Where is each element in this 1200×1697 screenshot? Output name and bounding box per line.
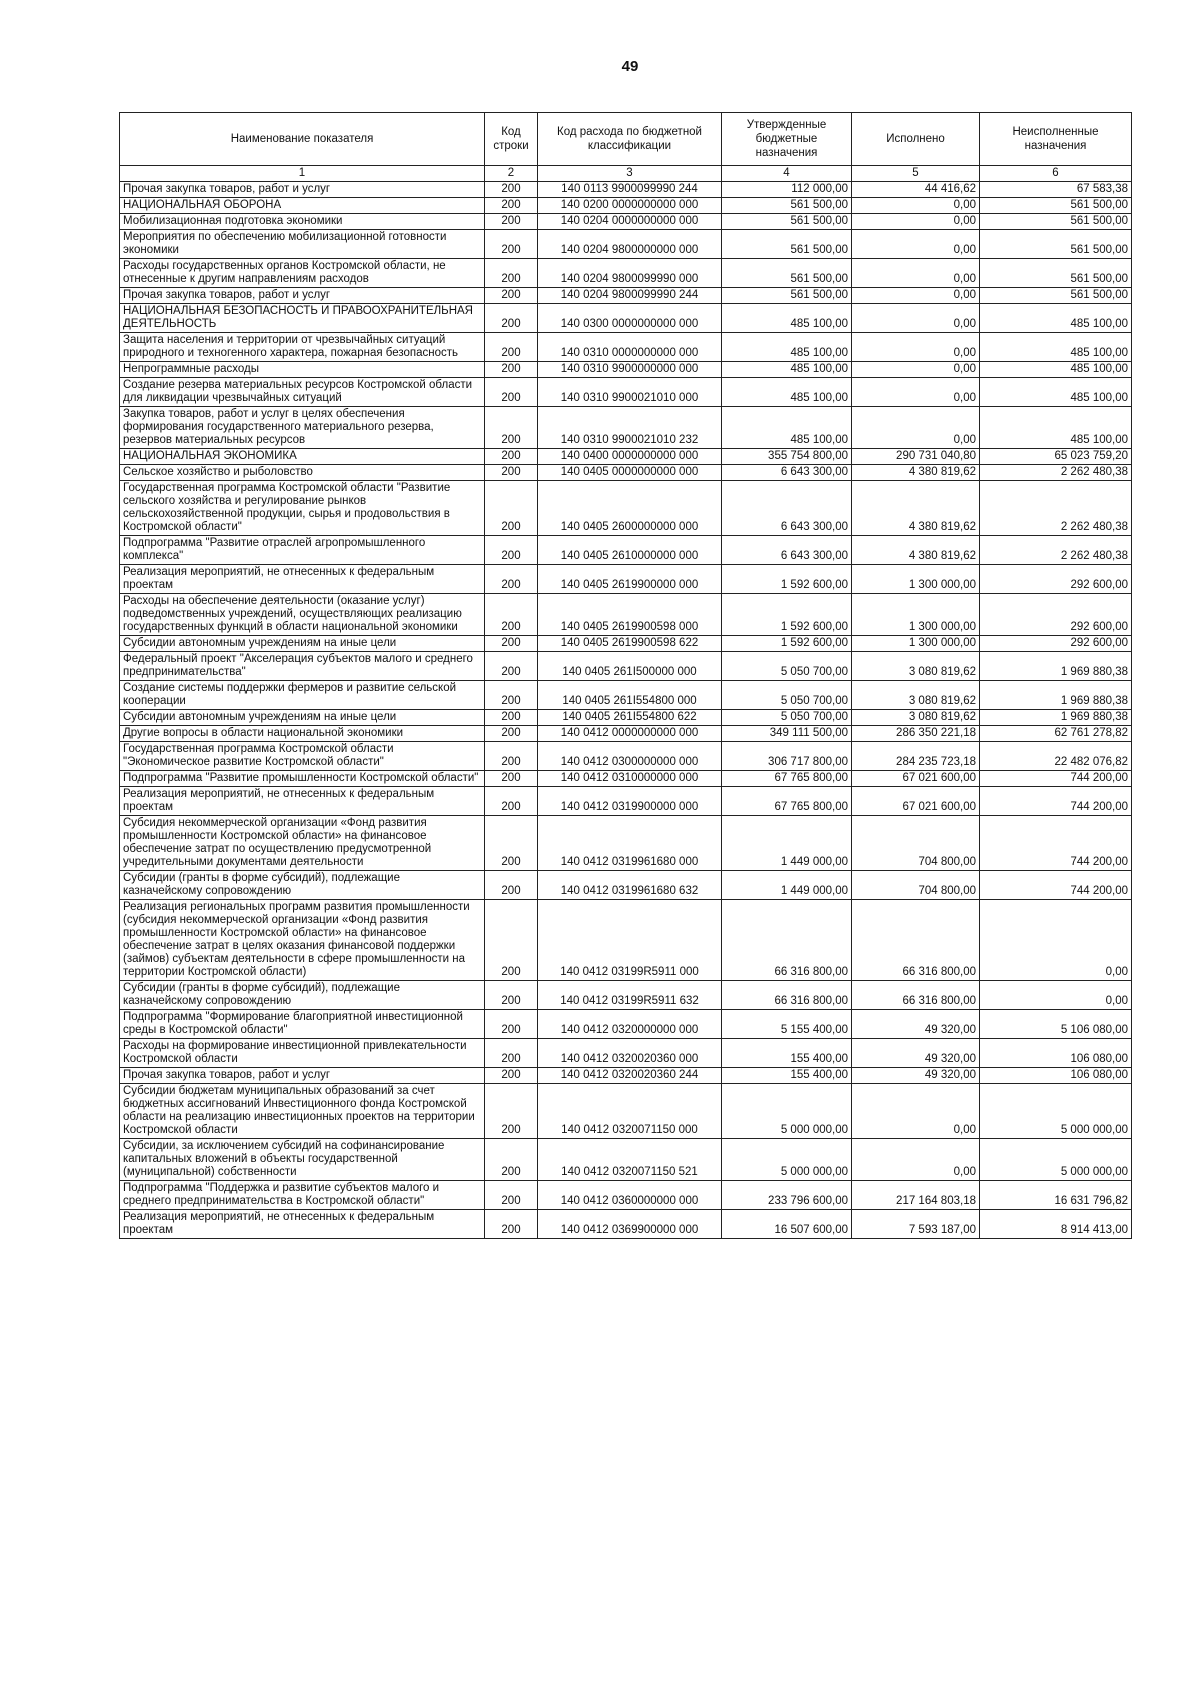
- row-name-cell: Прочая закупка товаров, работ и услуг: [120, 1068, 485, 1084]
- row-approved-cell: 233 796 600,00: [722, 1181, 852, 1210]
- row-unexecuted-cell: 67 583,38: [980, 182, 1132, 198]
- row-budget-code-cell: 140 0310 0000000000 000: [538, 333, 722, 362]
- row-budget-code-cell: 140 0405 0000000000 000: [538, 465, 722, 481]
- row-executed-cell: 67 021 600,00: [852, 787, 980, 816]
- row-line-code-cell: 200: [485, 816, 538, 871]
- row-executed-cell: 0,00: [852, 288, 980, 304]
- row-budget-code-cell: 140 0405 261I554800 622: [538, 710, 722, 726]
- row-name-cell: Мероприятия по обеспечению мобилизационной готовности экономики: [120, 230, 485, 259]
- table-row: [120, 465, 1132, 481]
- row-unexecuted-cell: 744 200,00: [980, 871, 1132, 900]
- row-line-code-cell: 200: [485, 378, 538, 407]
- row-executed-cell: 0,00: [852, 1084, 980, 1139]
- row-unexecuted-cell: 292 600,00: [980, 636, 1132, 652]
- column-index: 6: [980, 166, 1132, 182]
- row-budget-code-cell: 140 0204 9800099990 000: [538, 259, 722, 288]
- row-line-code-cell: 200: [485, 681, 538, 710]
- row-approved-cell: 561 500,00: [722, 259, 852, 288]
- row-line-code-cell: 200: [485, 198, 538, 214]
- table-row: [120, 742, 1132, 771]
- row-unexecuted-cell: 62 761 278,82: [980, 726, 1132, 742]
- row-unexecuted-cell: 5 000 000,00: [980, 1139, 1132, 1181]
- row-approved-cell: 5 000 000,00: [722, 1084, 852, 1139]
- budget-execution-table: [119, 112, 1132, 1239]
- table-row: [120, 726, 1132, 742]
- column-index: 2: [485, 166, 538, 182]
- row-executed-cell: 290 731 040,80: [852, 449, 980, 465]
- row-approved-cell: 1 592 600,00: [722, 594, 852, 636]
- row-name-cell: Другие вопросы в области национальной экономики: [120, 726, 485, 742]
- row-executed-cell: 0,00: [852, 230, 980, 259]
- row-name-cell: Субсидии, за исключением субсидий на софинансирование капитальных вложений в объекты государственной (муниципальной) собственности: [120, 1139, 485, 1181]
- row-executed-cell: 0,00: [852, 259, 980, 288]
- row-name-cell: Создание системы поддержки фермеров и развитие сельской кооперации: [120, 681, 485, 710]
- row-executed-cell: 0,00: [852, 378, 980, 407]
- table-row: [120, 536, 1132, 565]
- table-body: [120, 182, 1132, 1239]
- row-name-cell: Субсидии автономным учреждениям на иные цели: [120, 636, 485, 652]
- row-budget-code-cell: 140 0405 2619900000 000: [538, 565, 722, 594]
- row-executed-cell: 0,00: [852, 362, 980, 378]
- row-executed-cell: 284 235 723,18: [852, 742, 980, 771]
- row-budget-code-cell: 140 0310 9900021010 000: [538, 378, 722, 407]
- row-approved-cell: 355 754 800,00: [722, 449, 852, 465]
- row-approved-cell: 485 100,00: [722, 378, 852, 407]
- row-unexecuted-cell: 292 600,00: [980, 565, 1132, 594]
- row-approved-cell: 6 643 300,00: [722, 465, 852, 481]
- row-line-code-cell: 200: [485, 1181, 538, 1210]
- table-row: [120, 1039, 1132, 1068]
- row-line-code-cell: 200: [485, 787, 538, 816]
- row-name-cell: НАЦИОНАЛЬНАЯ БЕЗОПАСНОСТЬ И ПРАВООХРАНИТЕЛЬНАЯ ДЕЯТЕЛЬНОСТЬ: [120, 304, 485, 333]
- table-row: [120, 230, 1132, 259]
- page-number: 49: [621, 58, 639, 75]
- row-budget-code-cell: 140 0412 0320000000 000: [538, 1010, 722, 1039]
- row-line-code-cell: 200: [485, 726, 538, 742]
- row-approved-cell: 1 449 000,00: [722, 871, 852, 900]
- row-executed-cell: 1 300 000,00: [852, 636, 980, 652]
- table-row: [120, 214, 1132, 230]
- row-executed-cell: 49 320,00: [852, 1010, 980, 1039]
- row-approved-cell: 6 643 300,00: [722, 536, 852, 565]
- row-approved-cell: 561 500,00: [722, 230, 852, 259]
- row-name-cell: Субсидии автономным учреждениям на иные цели: [120, 710, 485, 726]
- table-row: [120, 816, 1132, 871]
- row-approved-cell: 5 050 700,00: [722, 681, 852, 710]
- row-budget-code-cell: 140 0405 2600000000 000: [538, 481, 722, 536]
- table-row: [120, 652, 1132, 681]
- row-line-code-cell: 200: [485, 1210, 538, 1239]
- row-budget-code-cell: 140 0412 0300000000 000: [538, 742, 722, 771]
- row-budget-code-cell: 140 0204 0000000000 000: [538, 214, 722, 230]
- row-executed-cell: 3 080 819,62: [852, 681, 980, 710]
- header-budget-classification-code: Код расхода по бюджетной классификации: [538, 113, 722, 166]
- row-unexecuted-cell: 744 200,00: [980, 771, 1132, 787]
- header-line-code: Код строки: [485, 113, 538, 166]
- row-unexecuted-cell: 485 100,00: [980, 304, 1132, 333]
- table-row: [120, 407, 1132, 449]
- row-unexecuted-cell: 1 969 880,38: [980, 710, 1132, 726]
- row-approved-cell: 155 400,00: [722, 1068, 852, 1084]
- row-executed-cell: 286 350 221,18: [852, 726, 980, 742]
- row-budget-code-cell: 140 0204 9800099990 244: [538, 288, 722, 304]
- row-unexecuted-cell: 0,00: [980, 981, 1132, 1010]
- row-executed-cell: 67 021 600,00: [852, 771, 980, 787]
- table-row: [120, 871, 1132, 900]
- row-approved-cell: 485 100,00: [722, 362, 852, 378]
- row-name-cell: Субсидии (гранты в форме субсидий), подлежащие казначейскому сопровождению: [120, 981, 485, 1010]
- row-line-code-cell: 200: [485, 594, 538, 636]
- table-row: [120, 198, 1132, 214]
- row-line-code-cell: 200: [485, 288, 538, 304]
- column-index: 3: [538, 166, 722, 182]
- row-executed-cell: 4 380 819,62: [852, 536, 980, 565]
- header-indicator-name: Наименование показателя: [120, 113, 485, 166]
- row-unexecuted-cell: 2 262 480,38: [980, 536, 1132, 565]
- row-unexecuted-cell: 1 969 880,38: [980, 681, 1132, 710]
- row-approved-cell: 66 316 800,00: [722, 981, 852, 1010]
- row-name-cell: Непрограммные расходы: [120, 362, 485, 378]
- column-index-row: [120, 166, 1132, 182]
- row-executed-cell: 3 080 819,62: [852, 710, 980, 726]
- row-line-code-cell: 200: [485, 304, 538, 333]
- row-executed-cell: 0,00: [852, 198, 980, 214]
- header-approved: Утвержденные бюджетные назначения: [722, 113, 852, 166]
- row-approved-cell: 67 765 800,00: [722, 787, 852, 816]
- row-name-cell: Государственная программа Костромской области "Экономическое развитие Костромской области": [120, 742, 485, 771]
- row-budget-code-cell: 140 0113 9900099990 244: [538, 182, 722, 198]
- row-name-cell: Прочая закупка товаров, работ и услуг: [120, 182, 485, 198]
- row-executed-cell: 0,00: [852, 304, 980, 333]
- row-budget-code-cell: 140 0412 0000000000 000: [538, 726, 722, 742]
- row-executed-cell: 0,00: [852, 407, 980, 449]
- row-approved-cell: 16 507 600,00: [722, 1210, 852, 1239]
- row-budget-code-cell: 140 0310 9900021010 232: [538, 407, 722, 449]
- row-line-code-cell: 200: [485, 481, 538, 536]
- table-row: [120, 710, 1132, 726]
- row-name-cell: Мобилизационная подготовка экономики: [120, 214, 485, 230]
- table-row: [120, 1084, 1132, 1139]
- row-executed-cell: 1 300 000,00: [852, 565, 980, 594]
- table-row: [120, 565, 1132, 594]
- row-budget-code-cell: 140 0412 0360000000 000: [538, 1181, 722, 1210]
- table-row: [120, 1181, 1132, 1210]
- row-name-cell: Подпрограмма "Поддержка и развитие субъектов малого и среднего предпринимательства в Костромской области": [120, 1181, 485, 1210]
- table-row: [120, 636, 1132, 652]
- row-budget-code-cell: 140 0412 0319900000 000: [538, 787, 722, 816]
- row-line-code-cell: 200: [485, 536, 538, 565]
- row-unexecuted-cell: 22 482 076,82: [980, 742, 1132, 771]
- row-approved-cell: 1 592 600,00: [722, 565, 852, 594]
- row-line-code-cell: 200: [485, 742, 538, 771]
- row-name-cell: Реализация мероприятий, не отнесенных к федеральным проектам: [120, 565, 485, 594]
- row-unexecuted-cell: 2 262 480,38: [980, 465, 1132, 481]
- row-budget-code-cell: 140 0204 9800000000 000: [538, 230, 722, 259]
- row-approved-cell: 485 100,00: [722, 304, 852, 333]
- row-name-cell: Подпрограмма "Развитие отраслей агропромышленного комплекса": [120, 536, 485, 565]
- table-row: [120, 771, 1132, 787]
- table-row: [120, 594, 1132, 636]
- row-line-code-cell: 200: [485, 333, 538, 362]
- column-index: 5: [852, 166, 980, 182]
- row-unexecuted-cell: 5 000 000,00: [980, 1084, 1132, 1139]
- row-approved-cell: 5 050 700,00: [722, 652, 852, 681]
- row-name-cell: Реализация мероприятий, не отнесенных к федеральным проектам: [120, 787, 485, 816]
- table-row: [120, 481, 1132, 536]
- table-row: [120, 787, 1132, 816]
- row-budget-code-cell: 140 0412 03199R5911 632: [538, 981, 722, 1010]
- table-row: [120, 1068, 1132, 1084]
- row-unexecuted-cell: 292 600,00: [980, 594, 1132, 636]
- row-executed-cell: 3 080 819,62: [852, 652, 980, 681]
- row-line-code-cell: 200: [485, 981, 538, 1010]
- table-row: [120, 1139, 1132, 1181]
- row-budget-code-cell: 140 0405 2610000000 000: [538, 536, 722, 565]
- row-approved-cell: 67 765 800,00: [722, 771, 852, 787]
- row-line-code-cell: 200: [485, 636, 538, 652]
- row-unexecuted-cell: 106 080,00: [980, 1068, 1132, 1084]
- row-unexecuted-cell: 744 200,00: [980, 816, 1132, 871]
- row-name-cell: Сельское хозяйство и рыболовство: [120, 465, 485, 481]
- row-budget-code-cell: 140 0405 261I500000 000: [538, 652, 722, 681]
- row-name-cell: Федеральный проект "Акселерация субъектов малого и среднего предпринимательства": [120, 652, 485, 681]
- table-row: [120, 288, 1132, 304]
- row-executed-cell: 7 593 187,00: [852, 1210, 980, 1239]
- table-row: [120, 900, 1132, 981]
- row-approved-cell: 561 500,00: [722, 214, 852, 230]
- row-executed-cell: 66 316 800,00: [852, 981, 980, 1010]
- row-budget-code-cell: 140 0412 0319961680 000: [538, 816, 722, 871]
- row-name-cell: Расходы на обеспечение деятельности (оказание услуг) подведомственных учреждений, осуществляющих реализацию государственных функций в области национальной экономики: [120, 594, 485, 636]
- row-line-code-cell: 200: [485, 182, 538, 198]
- row-line-code-cell: 200: [485, 230, 538, 259]
- row-line-code-cell: 200: [485, 652, 538, 681]
- row-name-cell: Субсидия некоммерческой организации «Фонд развития промышленности Костромской области» на финансовое обеспечение затрат по осуществлению предусмотренной учредительными документами деятельности: [120, 816, 485, 871]
- row-budget-code-cell: 140 0412 0320071150 521: [538, 1139, 722, 1181]
- row-line-code-cell: 200: [485, 565, 538, 594]
- row-line-code-cell: 200: [485, 871, 538, 900]
- row-unexecuted-cell: 1 969 880,38: [980, 652, 1132, 681]
- row-name-cell: Прочая закупка товаров, работ и услуг: [120, 288, 485, 304]
- row-executed-cell: 1 300 000,00: [852, 594, 980, 636]
- row-unexecuted-cell: 561 500,00: [980, 198, 1132, 214]
- row-name-cell: Защита населения и территории от чрезвычайных ситуаций природного и техногенного характера, пожарная безопасность: [120, 333, 485, 362]
- table-row: [120, 1210, 1132, 1239]
- row-unexecuted-cell: 561 500,00: [980, 259, 1132, 288]
- row-budget-code-cell: 140 0400 0000000000 000: [538, 449, 722, 465]
- row-line-code-cell: 200: [485, 771, 538, 787]
- row-approved-cell: 112 000,00: [722, 182, 852, 198]
- row-approved-cell: 6 643 300,00: [722, 481, 852, 536]
- row-line-code-cell: 200: [485, 900, 538, 981]
- row-name-cell: Подпрограмма "Развитие промышленности Костромской области": [120, 771, 485, 787]
- row-executed-cell: 0,00: [852, 1139, 980, 1181]
- table-row: [120, 362, 1132, 378]
- row-budget-code-cell: 140 0412 0319961680 632: [538, 871, 722, 900]
- row-budget-code-cell: 140 0412 0320071150 000: [538, 1084, 722, 1139]
- row-approved-cell: 306 717 800,00: [722, 742, 852, 771]
- column-index: 1: [120, 166, 485, 182]
- row-name-cell: Подпрограмма "Формирование благоприятной инвестиционной среды в Костромской области": [120, 1010, 485, 1039]
- row-executed-cell: 0,00: [852, 214, 980, 230]
- row-name-cell: Субсидии (гранты в форме субсидий), подлежащие казначейскому сопровождению: [120, 871, 485, 900]
- row-line-code-cell: 200: [485, 259, 538, 288]
- row-approved-cell: 5 050 700,00: [722, 710, 852, 726]
- row-line-code-cell: 200: [485, 1084, 538, 1139]
- row-line-code-cell: 200: [485, 1139, 538, 1181]
- table-row: [120, 449, 1132, 465]
- row-line-code-cell: 200: [485, 710, 538, 726]
- row-approved-cell: 155 400,00: [722, 1039, 852, 1068]
- row-line-code-cell: 200: [485, 214, 538, 230]
- row-approved-cell: 66 316 800,00: [722, 900, 852, 981]
- table-row: [120, 259, 1132, 288]
- row-approved-cell: 485 100,00: [722, 407, 852, 449]
- table-row: [120, 981, 1132, 1010]
- row-budget-code-cell: 140 0310 9900000000 000: [538, 362, 722, 378]
- row-unexecuted-cell: 485 100,00: [980, 333, 1132, 362]
- row-name-cell: НАЦИОНАЛЬНАЯ ОБОРОНА: [120, 198, 485, 214]
- row-executed-cell: 44 416,62: [852, 182, 980, 198]
- row-name-cell: Расходы государственных органов Костромской области, не отнесенные к другим направлениям расходов: [120, 259, 485, 288]
- row-budget-code-cell: 140 0200 0000000000 000: [538, 198, 722, 214]
- row-unexecuted-cell: 485 100,00: [980, 362, 1132, 378]
- row-executed-cell: 217 164 803,18: [852, 1181, 980, 1210]
- row-executed-cell: 4 380 819,62: [852, 465, 980, 481]
- row-executed-cell: 704 800,00: [852, 871, 980, 900]
- row-executed-cell: 4 380 819,62: [852, 481, 980, 536]
- row-unexecuted-cell: 16 631 796,82: [980, 1181, 1132, 1210]
- table-row: [120, 304, 1132, 333]
- row-line-code-cell: 200: [485, 1010, 538, 1039]
- table-header-row: [120, 113, 1132, 166]
- row-approved-cell: 1 449 000,00: [722, 816, 852, 871]
- row-unexecuted-cell: 5 106 080,00: [980, 1010, 1132, 1039]
- row-budget-code-cell: 140 0405 2619900598 000: [538, 594, 722, 636]
- table-row: [120, 182, 1132, 198]
- table-row: [120, 681, 1132, 710]
- row-executed-cell: 0,00: [852, 333, 980, 362]
- row-budget-code-cell: 140 0412 0320020360 000: [538, 1039, 722, 1068]
- table-row: [120, 333, 1132, 362]
- row-unexecuted-cell: 0,00: [980, 900, 1132, 981]
- row-line-code-cell: 200: [485, 449, 538, 465]
- row-approved-cell: 349 111 500,00: [722, 726, 852, 742]
- row-unexecuted-cell: 561 500,00: [980, 288, 1132, 304]
- row-line-code-cell: 200: [485, 1039, 538, 1068]
- row-executed-cell: 49 320,00: [852, 1068, 980, 1084]
- header-unexecuted: Неисполненные назначения: [980, 113, 1132, 166]
- row-budget-code-cell: 140 0412 03199R5911 000: [538, 900, 722, 981]
- row-name-cell: Субсидии бюджетам муниципальных образований за счет бюджетных ассигнований Инвестиционного фонда Костромской области на реализацию инвестиционных проектов на территории Костромской области: [120, 1084, 485, 1139]
- row-unexecuted-cell: 561 500,00: [980, 214, 1132, 230]
- row-name-cell: НАЦИОНАЛЬНАЯ ЭКОНОМИКА: [120, 449, 485, 465]
- row-name-cell: Реализация региональных программ развития промышленности (субсидия некоммерческой организации «Фонд развития промышленности Костромской области» на финансовое обеспечение затрат в целях оказания финансовой поддержки (займов) субъектам деятельности в сфере промышленности на территории Костромской области): [120, 900, 485, 981]
- row-budget-code-cell: 140 0412 0310000000 000: [538, 771, 722, 787]
- row-approved-cell: 5 000 000,00: [722, 1139, 852, 1181]
- row-line-code-cell: 200: [485, 407, 538, 449]
- row-approved-cell: 561 500,00: [722, 288, 852, 304]
- header-executed: Исполнено: [852, 113, 980, 166]
- row-unexecuted-cell: 561 500,00: [980, 230, 1132, 259]
- row-line-code-cell: 200: [485, 465, 538, 481]
- row-approved-cell: 561 500,00: [722, 198, 852, 214]
- row-name-cell: Создание резерва материальных ресурсов Костромской области для ликвидации чрезвычайных ситуаций: [120, 378, 485, 407]
- row-name-cell: Закупка товаров, работ и услуг в целях обеспечения формирования государственного материального резерва, резервов материальных ресурсов: [120, 407, 485, 449]
- row-budget-code-cell: 140 0405 261I554800 000: [538, 681, 722, 710]
- column-index: 4: [722, 166, 852, 182]
- row-approved-cell: 485 100,00: [722, 333, 852, 362]
- row-unexecuted-cell: 485 100,00: [980, 407, 1132, 449]
- table-row: [120, 378, 1132, 407]
- row-unexecuted-cell: 65 023 759,20: [980, 449, 1132, 465]
- row-line-code-cell: 200: [485, 1068, 538, 1084]
- row-name-cell: Реализация мероприятий, не отнесенных к федеральным проектам: [120, 1210, 485, 1239]
- row-budget-code-cell: 140 0405 2619900598 622: [538, 636, 722, 652]
- row-name-cell: Расходы на формирование инвестиционной привлекательности Костромской области: [120, 1039, 485, 1068]
- row-budget-code-cell: 140 0300 0000000000 000: [538, 304, 722, 333]
- row-executed-cell: 704 800,00: [852, 816, 980, 871]
- row-budget-code-cell: 140 0412 0369900000 000: [538, 1210, 722, 1239]
- row-unexecuted-cell: 106 080,00: [980, 1039, 1132, 1068]
- row-unexecuted-cell: 485 100,00: [980, 378, 1132, 407]
- row-unexecuted-cell: 8 914 413,00: [980, 1210, 1132, 1239]
- row-budget-code-cell: 140 0412 0320020360 244: [538, 1068, 722, 1084]
- row-executed-cell: 66 316 800,00: [852, 900, 980, 981]
- table-row: [120, 1010, 1132, 1039]
- row-line-code-cell: 200: [485, 362, 538, 378]
- row-executed-cell: 49 320,00: [852, 1039, 980, 1068]
- row-approved-cell: 5 155 400,00: [722, 1010, 852, 1039]
- row-unexecuted-cell: 2 262 480,38: [980, 481, 1132, 536]
- row-approved-cell: 1 592 600,00: [722, 636, 852, 652]
- row-name-cell: Государственная программа Костромской области "Развитие сельского хозяйства и регулирование рынков сельскохозяйственной продукции, сырья и продовольствия в Костромской области": [120, 481, 485, 536]
- row-unexecuted-cell: 744 200,00: [980, 787, 1132, 816]
